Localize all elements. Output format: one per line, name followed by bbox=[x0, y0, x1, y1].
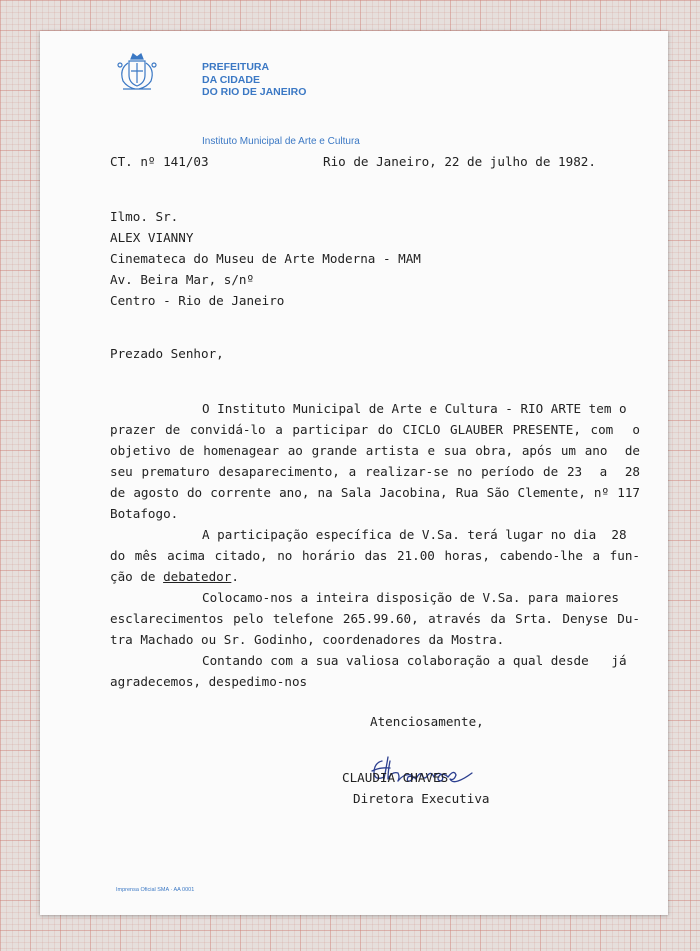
body-line: tra Machado ou Sr. Godinho, coordenadores da Mostra. bbox=[110, 632, 505, 647]
letter-sheet bbox=[40, 31, 668, 915]
body-line: Botafogo. bbox=[110, 506, 179, 521]
letterhead-organization bbox=[202, 61, 306, 99]
closing: Atenciosamente, bbox=[370, 714, 484, 729]
imprint-note: Imprensa Oficial SMA · AA 0001 bbox=[116, 887, 195, 893]
recipient-institution: Cinemateca do Museu de Arte Moderna - MAM bbox=[110, 251, 421, 266]
recipient-name: ALEX VIANNY bbox=[110, 230, 194, 245]
body-line: do mês acima citado, no horário das 21.00 horas, cabendo-lhe a fun- bbox=[110, 548, 640, 563]
body-line: objetivo de homenagear ao grande artista e sua obra, após um ano de bbox=[110, 443, 640, 458]
coat-of-arms-icon bbox=[115, 51, 159, 91]
body-line: Colocamo-nos a inteira disposição de V.Sa. para maiores bbox=[202, 590, 620, 605]
body-line: seu prematuro desaparecimento, a realizar-se no período de 23 a 28 bbox=[110, 464, 640, 479]
greeting: Prezado Senhor, bbox=[110, 346, 224, 361]
date-line: Rio de Janeiro, 22 de julho de 1982. bbox=[323, 154, 596, 169]
signatory-name: CLAUDIA CHAVES bbox=[342, 770, 449, 785]
recipient-city: Centro - Rio de Janeiro bbox=[110, 293, 285, 308]
reference-number: CT. nº 141/03 bbox=[110, 154, 209, 169]
body-line: Contando com a sua valiosa colaboração a qual desde já bbox=[202, 653, 627, 668]
body-line: A participação específica de V.Sa. terá lugar no dia 28 bbox=[202, 527, 627, 542]
recipient-title: Ilmo. Sr. bbox=[110, 209, 179, 224]
institute-name: Instituto Municipal de Arte e Cultura bbox=[202, 136, 360, 147]
body-text: ção de bbox=[110, 569, 156, 584]
org-line-3: DO RIO DE JANEIRO bbox=[202, 86, 307, 98]
recipient-street: Av. Beira Mar, s/nº bbox=[110, 272, 255, 287]
body-line: de agosto do corrente ano, na Sala Jacobina, Rua São Clemente, nº 117 bbox=[110, 485, 640, 500]
body-line: esclarecimentos pelo telefone 265.99.60, através da Srta. Denyse Du- bbox=[110, 611, 640, 626]
signatory-title: Diretora Executiva bbox=[353, 791, 490, 806]
body-text: . bbox=[231, 569, 239, 584]
org-line-2: DA CIDADE bbox=[202, 73, 260, 86]
org-line-1: PREFEITURA bbox=[202, 61, 270, 73]
body-line: O Instituto Municipal de Arte e Cultura - RIO ARTE tem o bbox=[202, 401, 627, 416]
underlined-role: debatedor bbox=[163, 569, 232, 584]
body-line: prazer de convidá-lo a participar do CICLO GLAUBER PRESENTE, com o bbox=[110, 422, 640, 437]
body-line: agradecemos, despedimo-nos bbox=[110, 674, 308, 689]
body-line bbox=[110, 569, 239, 584]
